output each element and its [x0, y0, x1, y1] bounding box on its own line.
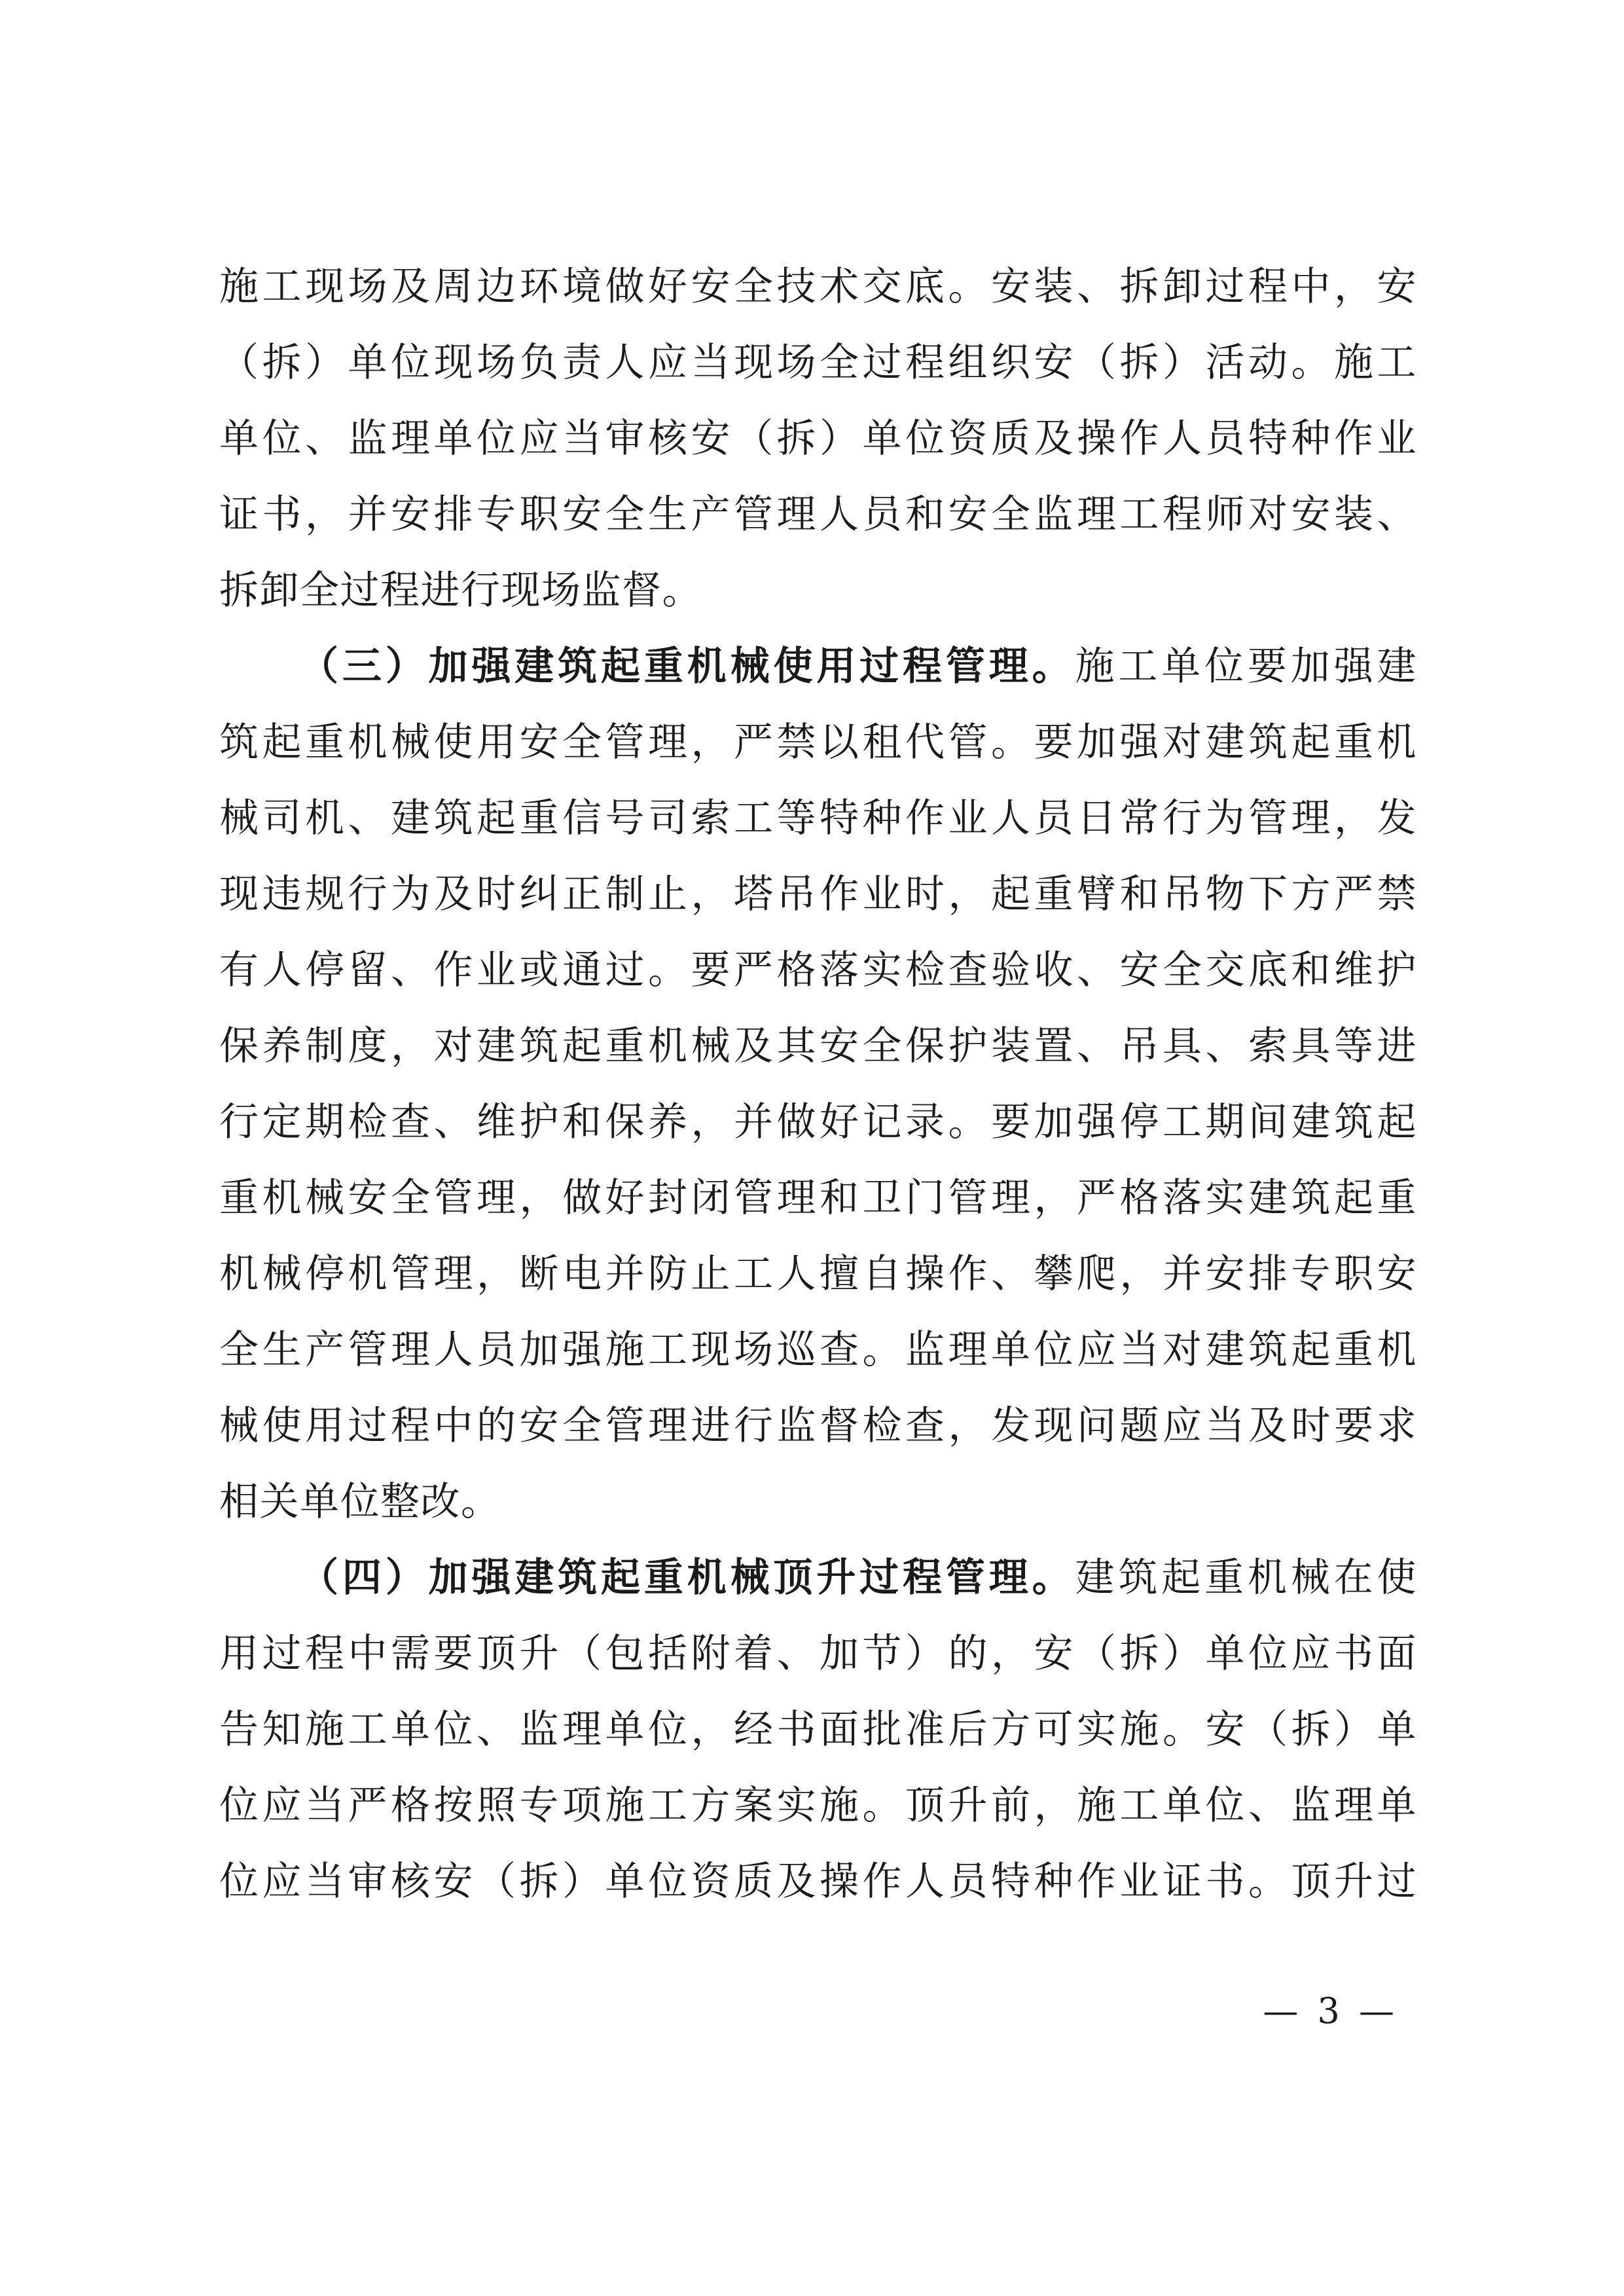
- text-line: 施工现场及周边环境做好安全技术交底。安装、拆卸过程中，安: [219, 264, 1417, 310]
- text-line: 械使用过程中的安全管理进行监督检查，发现问题应当及时要求: [219, 1403, 1417, 1449]
- page-number: — 3 —: [1263, 1990, 1398, 2032]
- text-line: 位应当严格按照专项施工方案实施。顶升前，施工单位、监理单: [219, 1783, 1417, 1829]
- section-heading: （三）加强建筑起重机械使用过程管理。: [299, 644, 1075, 689]
- text-run: 建筑起重机械在使: [1075, 1555, 1418, 1601]
- text-line: 械司机、建筑起重信号司索工等特种作业人员日常行为管理，发: [219, 795, 1417, 841]
- text-line: 相关单位整改。: [219, 1479, 501, 1525]
- paragraph-first-line: [219, 629, 1417, 704]
- text-line: 机械停机管理，断电并防止工人擅自操作、攀爬，并安排专职安: [219, 1251, 1417, 1297]
- text-line: 行定期检查、维护和保养，并做好记录。要加强停工期间建筑起: [219, 1099, 1417, 1145]
- text-line: （拆）单位现场负责人应当现场全过程组织安（拆）活动。施工: [219, 340, 1417, 386]
- text-line: 单位、监理单位应当审核安（拆）单位资质及操作人员特种作业: [219, 416, 1417, 462]
- text-line: 拆卸全过程进行现场监督。: [219, 568, 702, 613]
- section-heading: （四）加强建筑起重机械顶升过程管理。: [299, 1555, 1075, 1601]
- text-line: 筑起重机械使用安全管理，严禁以租代管。要加强对建筑起重机: [219, 720, 1417, 765]
- text-line: 位应当审核安（拆）单位资质及操作人员特种作业证书。顶升过: [219, 1859, 1417, 1904]
- text-line: 重机械安全管理，做好封闭管理和卫门管理，严格落实建筑起重: [219, 1175, 1417, 1221]
- paragraph-first-line: [219, 1540, 1417, 1616]
- text-line: 有人停留、作业或通过。要严格落实检查验收、安全交底和维护: [219, 947, 1417, 993]
- text-run: 施工单位要加强建: [1075, 644, 1418, 689]
- text-line: 告知施工单位、监理单位，经书面批准后方可实施。安（拆）单: [219, 1707, 1417, 1753]
- text-line: 现违规行为及时纠正制止，塔吊作业时，起重臂和吊物下方严禁: [219, 871, 1417, 917]
- document-body: [219, 249, 1417, 1920]
- text-line: 用过程中需要顶升（包括附着、加节）的，安（拆）单位应书面: [219, 1631, 1417, 1677]
- text-line: 保养制度，对建筑起重机械及其安全保护装置、吊具、索具等进: [219, 1023, 1417, 1069]
- text-line: 证书，并安排专职安全生产管理人员和安全监理工程师对安装、: [219, 492, 1417, 538]
- text-line: 全生产管理人员加强施工现场巡查。监理单位应当对建筑起重机: [219, 1327, 1417, 1373]
